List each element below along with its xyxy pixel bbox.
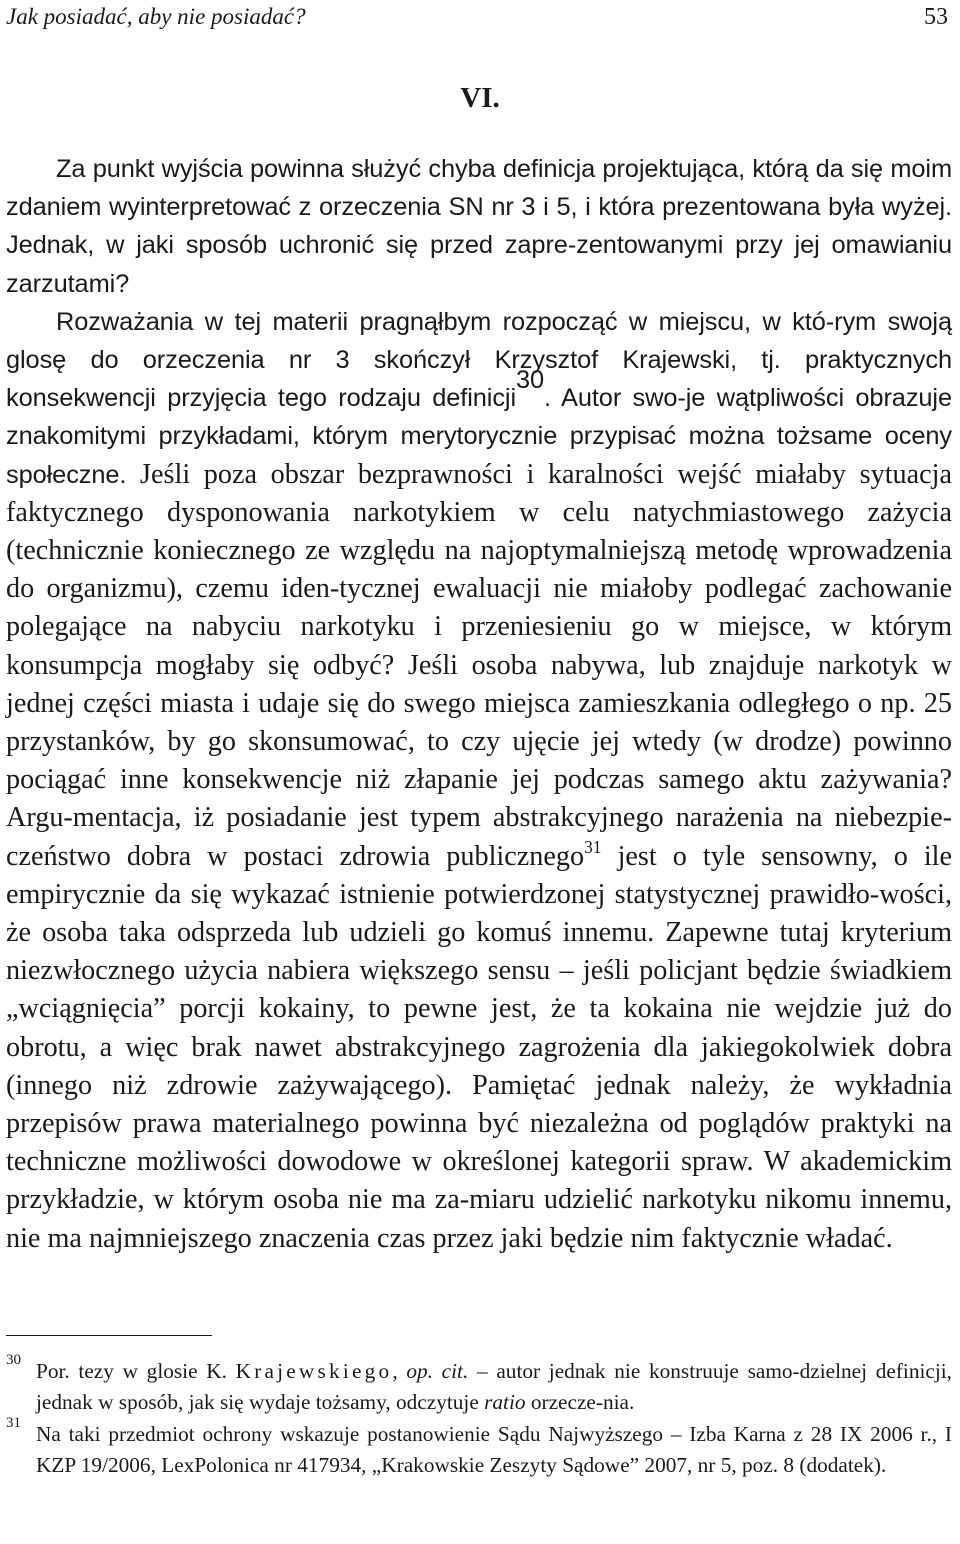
footnote-italic-opcit: op. cit. <box>406 1359 469 1383</box>
paragraph-2-text-c: Jeśli poza obszar bezprawności i karalności wejść miałaby sytuacja faktycznego dysponowania narkotykiem w celu natychmiastowego zażycia (technicznie koniecznego ze względu na najoptymalniejszą metodę wprowadzenia do organizmu), czemu iden-tycznej ewaluacji nie miałoby podlegać zachowanie polegające na nabyciu narkotyku i przeniesieniu go w miejsce, w którym konsumpcja mogłaby się odbyć? Jeśli osoba nabywa, lub znajduje narkotyk w jednej części miasta i udaje się do swego miejsca zamieszkania odległego o np. 25 przystanków, by go skonsumować, to czy ujęcie jej wtedy (w drodze) powinno pociągać inne konsekwencje niż złapanie jej podczas samego aktu zażywania? Argu-mentacja, iż posiadanie jest typem abstrakcyjnego narażenia na niebezpie-czeństwo dobra w postaci zdrowia publicznego <box>6 458 952 872</box>
body-text <box>6 150 952 1258</box>
paragraph-2 <box>6 303 952 1258</box>
paragraph-2-text-b: . Autor swo-je wątpliwości obrazuje znakomitymi przykładami, którym merytorycznie przypisać można tożsame oceny społeczne. <box>6 384 952 489</box>
footnote-text: orzecze-nia. <box>525 1389 635 1414</box>
footnote-text: Por. tezy w glosie K. <box>36 1359 236 1383</box>
paragraph-2-text-d: jest o tyle sensowny, o ile empirycznie da się wykazać istnienie potwierdzonej statystycznej prawidło-wości, że osoba taka odsprzeda lub udzieli go komuś innemu. Zapewne tutaj kryterium niezwłocznego użycia nabiera większego sensu – jeśli policjant będzie świadkiem „wciągnięcia” porcji kokainy, to pewne jest, że ta kokaina nie wejdzie już do obrotu, a więc brak nawet abstrakcyjnego zagrożenia dla jakiegokolwiek dobra (innego niż zdrowie zażywającego). Pamiętać jednak należy, że wykładnia przepisów prawa materialnego powinna być niezależna od poglądów praktyki na techniczne możliwości dowodowe w określonej kategorii spraw. W akademickim przykładzie, w którym osoba nie ma za-miaru udzielić narkotyku nikomu innemu, nie ma najmniejszego znaczenia czas przez jaki będzie nim faktycznie władać. <box>6 840 953 1254</box>
paragraph-1-text: Za punkt wyjścia powinna służyć chyba definicja projektująca, którą da się moim zdaniem wyinterpretować z orzeczenia SN nr 3 i 5, i która prezentowana była wyżej. Jednak, w jaki sposób uchronić się przed zapre-zentowanymi przy jej omawianiu zarzutami? <box>6 155 952 298</box>
page-number: 53 <box>924 4 948 30</box>
paragraph-2-text-a: Rozważania w tej materii pragnąłbym rozpocząć w miejscu, w któ-rym swoją glosę do orzeczenia nr 3 skończył Krzysztof Krajewski, tj. praktycznych konsekwencji przyjęcia tego rodzaju definicji <box>6 307 952 413</box>
footnote-number: 30 <box>6 1352 21 1368</box>
footnote-separator <box>6 1335 212 1336</box>
footnote-italic-ratio: ratio <box>484 1389 526 1414</box>
footnotes <box>6 1352 953 1482</box>
footnote-text: , <box>392 1359 407 1383</box>
footnote-author-spaced: Krajewskiego <box>235 1359 393 1383</box>
running-head: Jak posiadać, aby nie posiadać? <box>6 4 306 29</box>
section-title: VI. <box>460 82 500 114</box>
footnote-text: Na taki przedmiot ochrony wskazuje postanowienie Sądu Najwyższego – Izba Karna z 28 IX 2006 r., I KZP 19/2006, LexPolonica nr 417934, „Krakowskie Zeszyty Sądowe” 2007, nr 5, poz. 8 (dodatek). <box>36 1422 952 1477</box>
footnote-31 <box>6 1415 952 1480</box>
footnote-text: – autor jednak nie konstruuje samo-dzielnej definicji, jednak w sposób, jak się wydaje tożsamy, odczytuje <box>36 1359 953 1414</box>
footnote-ref-30[interactable]: 30 <box>516 366 545 395</box>
footnote-number: 31 <box>6 1415 21 1431</box>
footnote-30 <box>6 1352 953 1417</box>
paragraph-1 <box>6 150 952 303</box>
footnote-ref-31[interactable]: 31 <box>584 836 602 857</box>
